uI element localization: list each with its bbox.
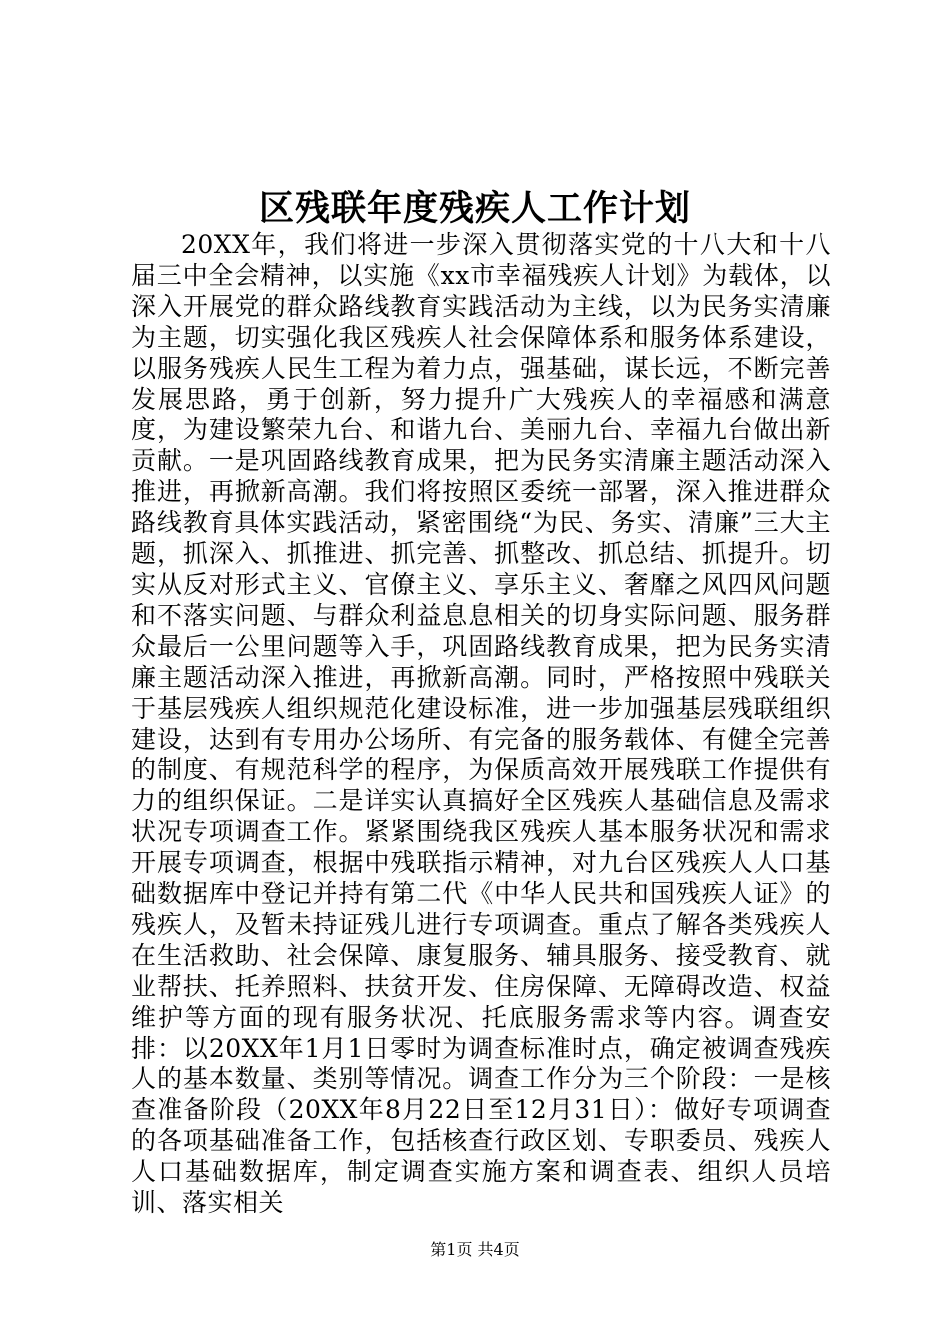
document-title: 区残联年度残疾人工作计划 [258,188,691,229]
document-body: 20XX年，我们将进一步深入贯彻落实党的十八大和十八届三中全会精神，以实施《xx市幸福残疾人计划》为载体，以深入开展党的群众路线教育实践活动为主线，以为民务实清廉为主题，切实强化我区残疾人社会保障体系和服务体系建设，以服务残疾人民生工程为着力点，强基础，谋长远，不断完善发展思路，勇于创新，努力提升广大残疾人的幸福感和满意度，为建设繁荣九台、和谐九台、美丽九台、幸福九台做出新贡献。一是巩固路线教育成果，把为民务实清廉主题活动深入推进，再掀新高潮。我们将按照区委统一部署，深入推进群众路线教育具体实践活动，紧密围绕“为民、务实、清廉”三大主题，抓深入、抓推进、抓完善、抓整改、抓总结、抓提升。切实从反对形式主义、官僚主义、享乐主义、奢靡之风四风问题和不落实问题、与群众利益息息相关的切身实际问题、服务群众最后一公里问题等入手，巩固路线教育成果，把为民务实清廉主题活动深入推进，再掀新高潮。同时，严格按照中残联关于基层残疾人组织规范化建设标准，进一步加强基层残联组织建设，达到有专用办公场所、有完备的服务载体、有健全完善的制度、有规范科学的程序，为保质高效开展残联工作提供有力的组织保证。二是详实认真搞好全区残疾人基础信息及需求状况专项调查工作。紧紧围绕我区残疾人基本服务状况和需求开展专项调查，根据中残联指示精神，对九台区残疾人人口基础数据库中登记并持有第二代《中华人民共和国残疾人证》的残疾人，及暂未持证残儿进行专项调查。重点了解各类残疾人在生活救助、社会保障、康复服务、辅具服务、接受教育、就业帮扶、托养照料、扶贫开发、住房保障、无障碍改造、权益维护等方面的现有服务状况、托底服务需求等内容。调查安排：以20XX年1月1日零时为调查标准时点，确定被调查残疾人的基本数量、类别等情况。调查工作分为三个阶段：一是核查准备阶段（20XX年8月22日至12月31日）：做好专项调查的各项基础准备工作，包括核查行政区划、专职委员、残疾人人口基础数据库，制定调查实施方案和调查表、组织人员培训、落实相关 [131,230,831,1218]
page-footer: 第1页 共4页 [430,1240,520,1259]
